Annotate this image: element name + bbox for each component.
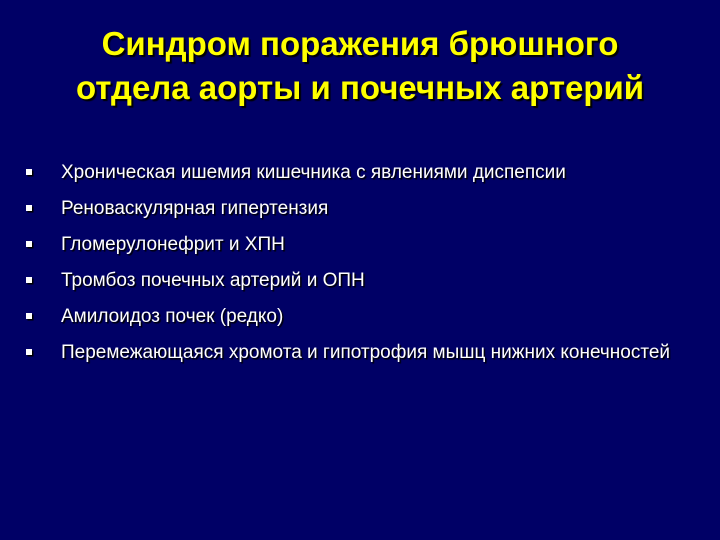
bullet-text: Реноваскулярная гипертензия bbox=[61, 198, 329, 219]
square-bullet-icon bbox=[26, 169, 32, 175]
bullet-text: Перемежающаяся хромота и гипотрофия мышц нижних конечностей bbox=[61, 342, 671, 363]
slide-title bbox=[10, 22, 710, 110]
list-item bbox=[26, 232, 696, 258]
list-item bbox=[26, 160, 696, 186]
square-bullet-icon bbox=[26, 277, 32, 283]
bullet-text: Хроническая ишемия кишечника с явлениями диспепсии bbox=[61, 162, 566, 183]
title-line-2: отдела аорты и почечных артерий bbox=[75, 69, 645, 106]
title-line-1: Синдром поражения брюшного bbox=[101, 25, 619, 62]
bullet-text: Гломерулонефрит и ХПН bbox=[61, 234, 285, 255]
list-item bbox=[26, 340, 696, 366]
square-bullet-icon bbox=[26, 313, 32, 319]
square-bullet-icon bbox=[26, 349, 32, 355]
square-bullet-icon bbox=[26, 241, 32, 247]
bullet-list bbox=[26, 160, 696, 376]
square-bullet-icon bbox=[26, 205, 32, 211]
bullet-text: Тромбоз почечных артерий и ОПН bbox=[61, 270, 365, 291]
list-item bbox=[26, 304, 696, 330]
list-item bbox=[26, 268, 696, 294]
list-item bbox=[26, 196, 696, 222]
bullet-text: Амилоидоз почек (редко) bbox=[61, 306, 284, 327]
